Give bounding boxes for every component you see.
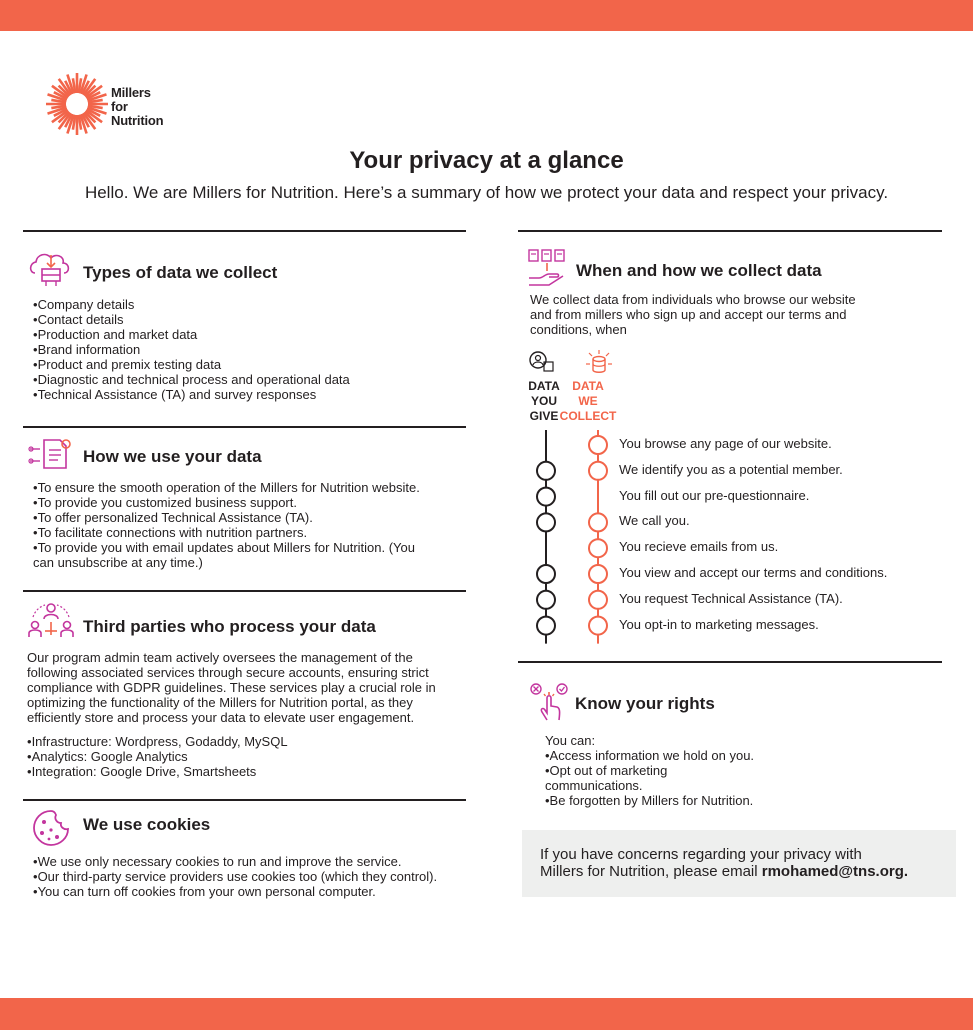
timeline-event-label: We identify you as a potential member. bbox=[619, 461, 843, 477]
paragraph-line: and from millers who sign up and accept our terms and bbox=[530, 307, 847, 322]
label-line: YOU bbox=[530, 394, 557, 408]
database-collect-icon bbox=[585, 350, 613, 376]
contact-box bbox=[522, 830, 956, 897]
give-node bbox=[537, 565, 555, 583]
list-item: • You can turn off cookies from your own personal computer. bbox=[33, 884, 437, 899]
section-heading-cookies: We use cookies bbox=[83, 815, 211, 834]
brand-logo bbox=[44, 71, 194, 137]
collect-node bbox=[589, 539, 607, 557]
timeline-event-label: You fill out our pre-questionnaire. bbox=[619, 487, 810, 503]
list-item: • Company details bbox=[33, 297, 350, 312]
collect-node bbox=[589, 462, 607, 480]
contact-line bbox=[540, 863, 908, 880]
collect-intro bbox=[530, 292, 856, 337]
section-divider bbox=[518, 230, 942, 232]
give-node bbox=[537, 488, 555, 506]
people-network-icon bbox=[27, 601, 75, 641]
timeline-event-label: You opt-in to marketing messages. bbox=[619, 616, 819, 632]
collect-node bbox=[589, 436, 607, 454]
timeline-event-label: You recieve emails from us. bbox=[619, 539, 779, 555]
label-line: COLLECT bbox=[559, 409, 617, 423]
timeline-event-label: You browse any page of our website. bbox=[619, 436, 832, 451]
paragraph-line: conditions, when bbox=[530, 322, 627, 337]
contact-email-link[interactable]: rmohamed@tns.org. bbox=[761, 863, 909, 880]
contact-line: If you have concerns regarding your privacy with bbox=[540, 846, 862, 863]
usage-list bbox=[33, 480, 420, 555]
paragraph-line: We collect data from individuals who browse our website bbox=[530, 292, 856, 307]
logo-line: Nutrition bbox=[111, 113, 164, 128]
logo-center bbox=[69, 96, 85, 112]
list-item: • Analytics: Google Analytics bbox=[27, 749, 288, 764]
label-line: DATA bbox=[572, 379, 604, 393]
section-divider bbox=[23, 426, 466, 428]
document-gear-icon bbox=[28, 436, 74, 472]
section-divider bbox=[23, 799, 466, 801]
section-heading-collect: When and how we collect data bbox=[576, 261, 822, 280]
label-line: DATA bbox=[528, 379, 560, 393]
cloud-data-icon bbox=[27, 249, 73, 289]
give-node bbox=[537, 617, 555, 635]
list-item: • Production and market data bbox=[33, 327, 350, 342]
paragraph-line: efficiently store and process your data to elevate user engagement. bbox=[27, 710, 415, 725]
hand-choice-icon bbox=[528, 682, 572, 722]
label-line: WE bbox=[578, 394, 598, 408]
label-line: GIVE bbox=[529, 409, 559, 423]
give-node bbox=[537, 462, 555, 480]
list-item: • Technical Assistance (TA) and survey responses bbox=[33, 387, 350, 402]
page-subtitle: Hello. We are Millers for Nutrition. Here’s a summary of how we protect your data and respect your privacy. bbox=[84, 183, 889, 202]
list-item: • To provide you customized business support. bbox=[33, 495, 420, 510]
list-item: • To provide you with email updates about Millers for Nutrition. (You bbox=[33, 540, 420, 555]
rights-line: You can: bbox=[545, 733, 596, 748]
paragraph-line: Our program admin team actively oversees the management of the bbox=[27, 650, 413, 665]
give-node bbox=[537, 513, 555, 531]
list-item: • Our third-party service providers use cookies too (which they control). bbox=[33, 869, 437, 884]
logo-line: for bbox=[111, 99, 128, 114]
third-parties-paragraph bbox=[27, 650, 436, 725]
section-heading-rights: Know your rights bbox=[575, 694, 715, 713]
paragraph-line: following associated services through secure accounts, ensuring strict bbox=[27, 665, 429, 680]
section-heading-types: Types of data we collect bbox=[83, 263, 278, 282]
sunburst-logo-icon bbox=[44, 71, 110, 137]
rights-line: communications. bbox=[545, 778, 643, 793]
section-heading-third-parties: Third parties who process your data bbox=[83, 617, 376, 636]
cookies-list bbox=[33, 854, 437, 899]
list-item: • Diagnostic and technical process and operational data bbox=[33, 372, 350, 387]
timeline-event-label: You view and accept our terms and conditions. bbox=[619, 565, 888, 580]
collect-node bbox=[589, 617, 607, 635]
collect-node bbox=[589, 513, 607, 531]
list-item: • Product and premix testing data bbox=[33, 357, 350, 372]
list-item: • Integration: Google Drive, Smartsheets bbox=[27, 764, 288, 779]
logo-line: Millers bbox=[111, 85, 151, 100]
bottom-accent-bar bbox=[0, 998, 973, 1030]
third-parties-list bbox=[27, 734, 288, 779]
list-item: • To offer personalized Technical Assistance (TA). bbox=[33, 510, 420, 525]
collection-timeline bbox=[527, 425, 617, 645]
contact-text bbox=[540, 846, 908, 880]
section-divider bbox=[23, 590, 466, 592]
contact-line-text: Millers for Nutrition, please email bbox=[540, 863, 758, 880]
rights-line: •Opt out of marketing bbox=[545, 763, 668, 778]
page-title: Your privacy at a glance bbox=[349, 147, 624, 174]
logo-wordmark bbox=[111, 86, 163, 128]
paragraph-line: optimizing the functionality of the Millers for Nutrition portal, as they bbox=[27, 695, 413, 710]
section-divider bbox=[518, 661, 942, 663]
collect-node bbox=[589, 591, 607, 609]
list-item: • To ensure the smooth operation of the Millers for Nutrition website. bbox=[33, 480, 420, 495]
hand-data-icon bbox=[527, 248, 567, 288]
cookie-icon bbox=[31, 808, 71, 848]
types-list bbox=[33, 297, 350, 402]
rights-line: •Access information we hold on you. bbox=[545, 748, 755, 763]
timeline-event-label: You request Technical Assistance (TA). bbox=[619, 590, 843, 606]
list-item: • To facilitate connections with nutrition partners. bbox=[33, 525, 420, 540]
section-divider bbox=[23, 230, 466, 232]
list-item-continuation: can unsubscribe at any time.) bbox=[33, 555, 203, 570]
list-item: • Contact details bbox=[33, 312, 350, 327]
give-node bbox=[537, 591, 555, 609]
paragraph-line: compliance with GDPR guidelines. These services play a crucial role in bbox=[27, 680, 436, 695]
rights-list bbox=[545, 733, 754, 808]
list-item: • We use only necessary cookies to run and improve the service. bbox=[33, 854, 437, 869]
rights-line: •Be forgotten by Millers for Nutrition. bbox=[545, 793, 754, 808]
data-we-collect-label bbox=[556, 379, 620, 424]
list-item: • Brand information bbox=[33, 342, 350, 357]
list-item: • Infrastructure: Wordpress, Godaddy, MySQL bbox=[27, 734, 288, 749]
collect-node bbox=[589, 565, 607, 583]
timeline-event-label: We call you. bbox=[619, 513, 690, 529]
person-chat-icon bbox=[528, 350, 554, 376]
section-heading-usage: How we use your data bbox=[83, 447, 262, 466]
top-accent-bar bbox=[0, 0, 973, 31]
